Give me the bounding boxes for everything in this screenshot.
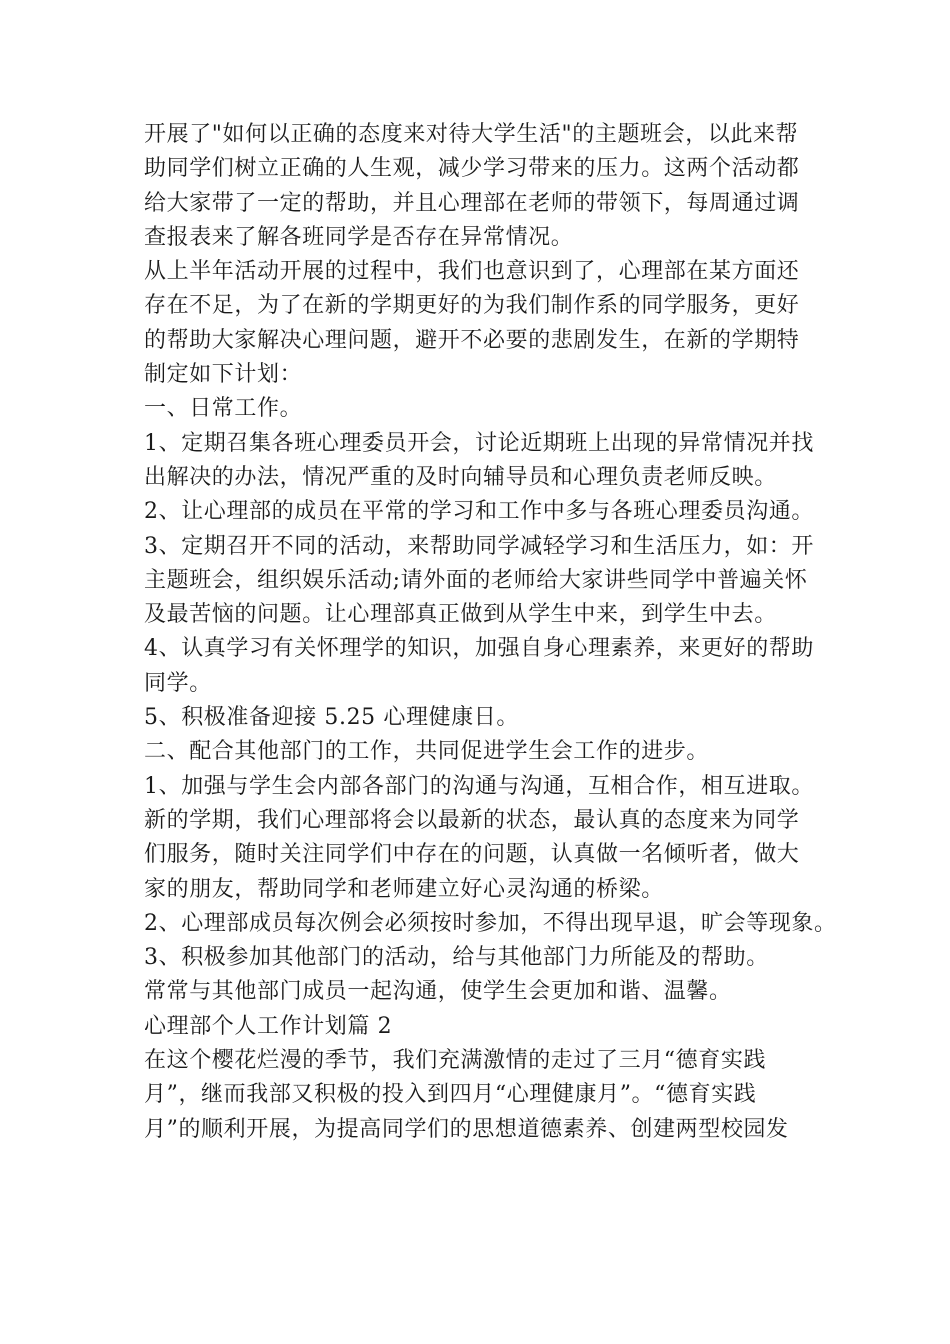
text-line: 1、定期召集各班心理委员开会，讨论近期班上出现的异常情况并找: [144, 430, 814, 456]
text-line: 月”，继而我部又积极的投入到四月“心理健康月”。“德育实践: [144, 1082, 757, 1108]
text-line: 家的朋友，帮助同学和老师建立好心灵沟通的桥梁。: [144, 876, 664, 902]
article-title: 心理部个人工作计划篇 2: [144, 1013, 393, 1039]
text-line: 2、让心理部的成员在平常的学习和工作中多与各班心理委员沟通。: [144, 499, 814, 525]
text-line: 从上半年活动开展的过程中，我们也意识到了，心理部在某方面还: [144, 259, 800, 285]
text-line: 2、心理部成员每次例会必须按时参加，不得出现早退，旷会等现象。: [144, 910, 837, 936]
section-heading: 二、配合其他部门的工作，共同促进学生会工作的进步。: [144, 739, 710, 765]
text-line: 5、积极准备迎接 5.25 心理健康日。: [144, 705, 519, 731]
text-line: 同学。: [144, 670, 212, 696]
text-line: 查报表来了解各班同学是否存在异常情况。: [144, 224, 574, 250]
text-line: 出解决的办法，情况严重的及时向辅导员和心理负责老师反映。: [144, 464, 777, 490]
text-line: 的帮助大家解决心理问题，避开不必要的悲剧发生，在新的学期特: [144, 327, 800, 353]
document-body: [144, 118, 837, 1147]
text-line: 主题班会，组织娱乐活动;请外面的老师给大家讲些同学中普遍关怀: [144, 567, 808, 593]
text-line: 3、积极参加其他部门的活动，给与其他部门力所能及的帮助。: [144, 945, 769, 971]
text-line: 存在不足，为了在新的学期更好的为我们制作系的同学服务，更好: [144, 293, 800, 319]
text-line: 给大家带了一定的帮助，并且心理部在老师的带领下，每周通过调: [144, 190, 800, 216]
text-line: 3、定期召开不同的活动，来帮助同学减轻学习和生活压力，如：开: [144, 533, 814, 559]
text-line: 及最苦恼的问题。让心理部真正做到从学生中来，到学生中去。: [144, 602, 777, 628]
text-line: 开展了"如何以正确的态度来对待大学生活"的主题班会，以此来帮: [144, 122, 799, 147]
text-line: 4、认真学习有关怀理学的知识，加强自身心理素养，来更好的帮助: [144, 636, 814, 662]
text-line: 月”的顺利开展，为提高同学们的思想道德素养、创建两型校园发: [144, 1116, 789, 1142]
section-heading: 一、日常工作。: [144, 396, 303, 422]
text-line: 新的学期，我们心理部将会以最新的状态，最认真的态度来为同学: [144, 807, 800, 833]
text-line: 常常与其他部门成员一起沟通，使学生会更加和谐、温馨。: [144, 979, 732, 1005]
text-line: 1、加强与学生会内部各部门的沟通与沟通，互相合作，相互进取。: [144, 773, 814, 799]
text-line: 在这个樱花烂漫的季节，我们充满激情的走过了三月“德育实践: [144, 1048, 767, 1074]
text-line: 助同学们树立正确的人生观，减少学习带来的压力。这两个活动都: [144, 156, 800, 182]
text-line: 制定如下计划：: [144, 362, 303, 388]
text-line: 们服务，随时关注同学们中存在的问题，认真做一名倾听者，做大: [144, 842, 800, 868]
